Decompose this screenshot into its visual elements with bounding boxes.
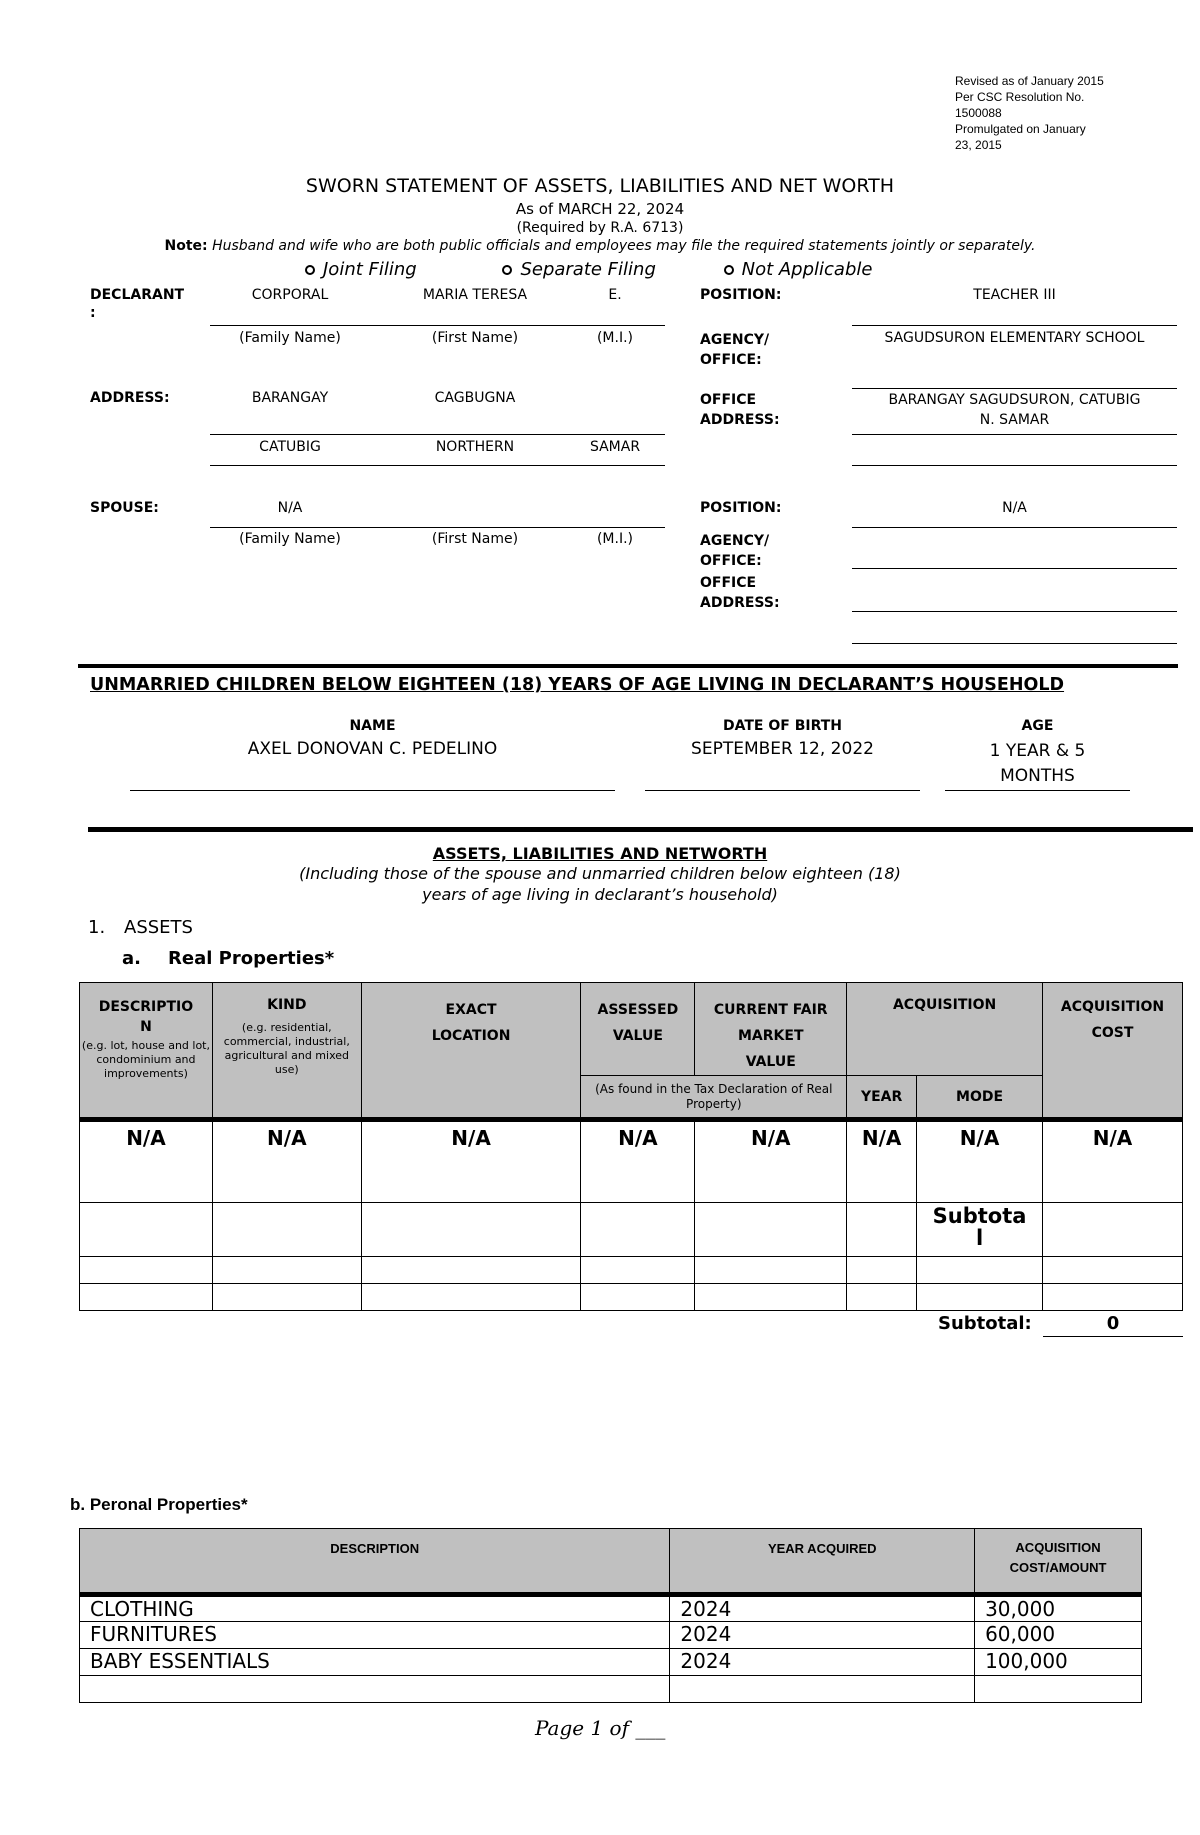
revision-line: Revised as of January 2015 xyxy=(955,74,1104,88)
revision-line: Promulgated on January xyxy=(955,122,1086,136)
table-cell xyxy=(1043,1257,1183,1284)
note-text: Husband and wife who are both public officials and employees may file the required statements jointly or separately. xyxy=(212,238,1036,254)
declarant-name-line xyxy=(210,325,665,326)
personal-cost: 30,000 xyxy=(975,1595,1142,1622)
child-name: AXEL DONOVAN C. PEDELINO xyxy=(247,739,498,759)
table-cell: N/A xyxy=(917,1120,1043,1203)
subtotal-line xyxy=(1043,1336,1183,1337)
filing-note xyxy=(0,238,1200,254)
position-line xyxy=(852,325,1177,326)
table-cell xyxy=(212,1284,361,1311)
table-cell xyxy=(581,1203,695,1257)
section-divider xyxy=(88,827,1193,832)
table-cell xyxy=(361,1203,581,1257)
declarant-agency: SAGUDSURON ELEMENTARY SCHOOL xyxy=(884,330,1145,346)
table-cell xyxy=(917,1284,1043,1311)
subtotal-cell: Subtota l xyxy=(917,1203,1043,1257)
spouse-label: SPOUSE: xyxy=(90,500,159,516)
table-cell xyxy=(80,1284,213,1311)
table-cell xyxy=(975,1676,1142,1703)
table-cell xyxy=(361,1257,581,1284)
personal-cost: 60,000 xyxy=(975,1622,1142,1649)
address-label: ADDRESS: xyxy=(90,390,170,406)
spouse-family-caption: (Family Name) xyxy=(239,531,341,547)
header-tax-note: (As found in the Tax Declaration of Real Property) xyxy=(581,1076,847,1120)
table-cell xyxy=(361,1284,581,1311)
table-cell xyxy=(1043,1203,1183,1257)
declarant-first-name: MARIA TERESA xyxy=(422,287,528,303)
required-by: (Required by R.A. 6713) xyxy=(516,220,684,236)
child-name-line xyxy=(130,790,615,791)
assets-heading: 1. ASSETS xyxy=(88,917,193,938)
table-cell xyxy=(695,1203,847,1257)
spouse-agency-line xyxy=(852,568,1177,569)
header-acquisition-cost: ACQUISITION COST xyxy=(1043,983,1183,1120)
personal-year: 2024 xyxy=(670,1622,975,1649)
table-cell: N/A xyxy=(361,1120,581,1203)
personal-cost: 100,000 xyxy=(975,1649,1142,1676)
table-row xyxy=(80,1595,1142,1622)
child-name-header: NAME xyxy=(349,718,396,734)
address-barangay-name: CAGBUGNA xyxy=(434,390,516,406)
table-cell: N/A xyxy=(1043,1120,1183,1203)
table-cell xyxy=(847,1284,917,1311)
table-row xyxy=(80,1676,1142,1703)
personal-desc: FURNITURES xyxy=(80,1622,670,1649)
personal-properties-heading: b. Peronal Properties* xyxy=(70,1495,248,1514)
joint-filing-option[interactable]: Joint Filing xyxy=(305,259,417,280)
not-applicable-option[interactable]: Not Applicable xyxy=(724,259,873,280)
header-mode: MODE xyxy=(917,1076,1043,1120)
page-title: SWORN STATEMENT OF ASSETS, LIABILITIES AND NET WORTH xyxy=(305,175,895,197)
declarant-mi: E. xyxy=(608,287,622,303)
alnw-subtitle-1: (Including those of the spouse and unmarried children below eighteen (18) xyxy=(299,864,901,883)
child-dob: SEPTEMBER 12, 2022 xyxy=(691,739,874,759)
section-divider xyxy=(78,664,1178,668)
address-barangay: BARANGAY xyxy=(251,390,329,406)
table-cell: N/A xyxy=(80,1120,213,1203)
table-cell xyxy=(581,1284,695,1311)
spouse-name-line xyxy=(210,527,665,528)
agency-label: AGENCY/ OFFICE: xyxy=(700,332,770,368)
revision-note xyxy=(955,73,1104,153)
alnw-subtitle-2: years of age living in declarant’s household) xyxy=(422,885,778,904)
as-of-date: As of MARCH 22, 2024 xyxy=(515,200,685,218)
declarant-label: DECLARANT xyxy=(90,287,185,303)
office-address-line-2 xyxy=(852,465,1177,466)
header-assessed-value: ASSESSED VALUE xyxy=(581,983,695,1076)
header-description: DESCRIPTIO N (e.g. lot, house and lot, condominium and improvements) xyxy=(80,983,213,1120)
table-cell xyxy=(1043,1284,1183,1311)
table-cell xyxy=(670,1676,975,1703)
spouse-position-line xyxy=(852,527,1177,528)
child-dob-line xyxy=(645,790,920,791)
header-year: YEAR xyxy=(847,1076,917,1120)
child-age-header: AGE xyxy=(1021,718,1054,734)
filing-options xyxy=(305,259,872,280)
separate-filing-option[interactable]: Separate Filing xyxy=(502,259,655,280)
children-heading: UNMARRIED CHILDREN BELOW EIGHTEEN (18) YEARS OF AGE LIVING IN DECLARANT’S HOUSEHOLD xyxy=(90,675,1065,695)
table-cell xyxy=(80,1203,213,1257)
table-cell xyxy=(212,1203,361,1257)
page-number: Page 1 of ___ xyxy=(535,1716,666,1740)
table-cell xyxy=(917,1257,1043,1284)
personal-desc: CLOTHING xyxy=(80,1595,670,1622)
table-cell: N/A xyxy=(581,1120,695,1203)
spouse-office-address-label: OFFICE ADDRESS: xyxy=(700,575,780,611)
revision-line: 23, 2015 xyxy=(955,138,1002,152)
spouse-office-line-2 xyxy=(852,643,1177,644)
address-province: SAMAR xyxy=(589,439,641,455)
revision-line: 1500088 xyxy=(955,106,1002,120)
spouse-position: N/A xyxy=(1002,500,1027,516)
address-municipality: CATUBIG xyxy=(259,439,321,455)
child-age: 1 YEAR & 5 MONTHS xyxy=(989,741,1086,786)
office-address-label: OFFICE ADDRESS: xyxy=(700,392,780,428)
personal-year: 2024 xyxy=(670,1649,975,1676)
revision-line: Per CSC Resolution No. xyxy=(955,90,1085,104)
spouse-first-caption: (First Name) xyxy=(431,531,519,547)
child-age-line xyxy=(945,790,1130,791)
spouse-agency-label: AGENCY/ OFFICE: xyxy=(700,533,770,569)
table-cell xyxy=(695,1284,847,1311)
header-kind: KIND (e.g. residential, commercial, industrial, agricultural and mixed use) xyxy=(212,983,361,1120)
spouse-mi-caption: (M.I.) xyxy=(596,531,634,547)
spouse-family-name: N/A xyxy=(277,500,303,516)
mi-caption: (M.I.) xyxy=(596,330,634,346)
table-cell: N/A xyxy=(212,1120,361,1203)
table-cell xyxy=(212,1257,361,1284)
table-cell xyxy=(847,1257,917,1284)
header-year-acquired: YEAR ACQUIRED xyxy=(670,1529,975,1595)
table-cell xyxy=(847,1203,917,1257)
header-acquisition: ACQUISITION xyxy=(847,983,1043,1076)
address-line-2 xyxy=(210,465,665,466)
radio-icon xyxy=(502,265,512,275)
header-fair-market-value: CURRENT FAIR MARKET VALUE xyxy=(695,983,847,1076)
address-line-1 xyxy=(210,434,665,435)
office-address-line-1 xyxy=(852,434,1177,435)
spouse-position-label: POSITION: xyxy=(700,500,782,516)
note-label: Note: xyxy=(164,238,208,254)
header-acquisition-cost: ACQUISITION COST/AMOUNT xyxy=(975,1529,1142,1595)
spouse-office-line-1 xyxy=(852,611,1177,612)
declarant-office-address: BARANGAY SAGUDSURON, CATUBIG N. SAMAR xyxy=(888,392,1141,428)
real-properties-table xyxy=(79,982,1183,1311)
table-row xyxy=(80,1649,1142,1676)
personal-properties-table xyxy=(79,1528,1142,1703)
family-name-caption: (Family Name) xyxy=(239,330,341,346)
declarant-position: TEACHER III xyxy=(973,287,1056,303)
personal-year: 2024 xyxy=(670,1595,975,1622)
radio-icon xyxy=(305,265,315,275)
table-cell xyxy=(80,1676,670,1703)
declarant-family-name: CORPORAL xyxy=(251,287,329,303)
real-subtotal-label: Subtotal: xyxy=(938,1313,1032,1334)
position-label: POSITION: xyxy=(700,287,782,303)
radio-icon xyxy=(724,265,734,275)
personal-desc: BABY ESSENTIALS xyxy=(80,1649,670,1676)
first-name-caption: (First Name) xyxy=(431,330,519,346)
alnw-heading: ASSETS, LIABILITIES AND NETWORTH xyxy=(432,844,768,863)
address-province-prefix: NORTHERN xyxy=(435,439,515,455)
real-subtotal-value: 0 xyxy=(1106,1313,1120,1334)
table-cell: N/A xyxy=(695,1120,847,1203)
header-location: EXACT LOCATION xyxy=(361,983,581,1120)
header-description: DESCRIPTION xyxy=(80,1529,670,1595)
table-cell: N/A xyxy=(847,1120,917,1203)
table-row xyxy=(80,1622,1142,1649)
table-cell xyxy=(695,1257,847,1284)
child-dob-header: DATE OF BIRTH xyxy=(723,718,842,734)
table-cell xyxy=(581,1257,695,1284)
agency-line xyxy=(852,388,1177,389)
table-cell xyxy=(80,1257,213,1284)
declarant-colon: : xyxy=(90,305,96,321)
real-properties-heading: a. Real Properties* xyxy=(122,948,335,969)
